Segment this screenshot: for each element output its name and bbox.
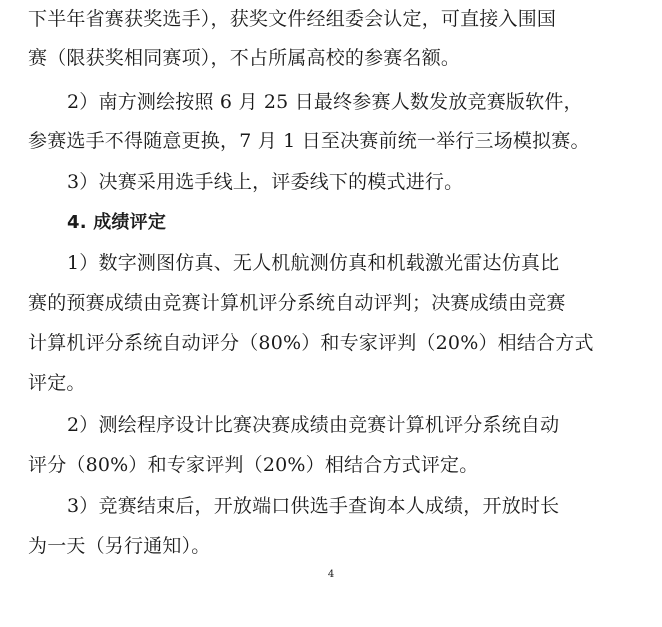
text-line-continuation: 评定。 [28, 372, 86, 394]
text-line-continuation: 下半年省赛获奖选手），获奖文件经组委会认定，可直接入围国 [28, 8, 557, 30]
text-line-continuation: 为一天（另行通知）。 [28, 535, 211, 557]
text-line-continuation: 计算机评分系统自动评分（80%）和专家评判（20%）相结合方式 [28, 332, 594, 354]
paragraph-item-2: 2）南方测绘按照 6 月 25 日最终参赛人数发放竞赛版软件， [67, 91, 583, 113]
paragraph-item-2: 2）测绘程序设计比赛决赛成绩由竞赛计算机评分系统自动 [67, 414, 560, 436]
text-line-continuation: 赛的预赛成绩由竞赛计算机评分系统自动评判；决赛成绩由竞赛 [28, 292, 566, 314]
paragraph-item-3: 3）竞赛结束后，开放端口供选手查询本人成绩，开放时长 [67, 495, 560, 517]
page-number: 4 [327, 569, 335, 580]
paragraph-item-3: 3）决赛采用选手线上，评委线下的模式进行。 [67, 171, 464, 193]
text-line-continuation: 评分（80%）和专家评判（20%）相结合方式评定。 [28, 454, 479, 476]
section-heading: 4. 成绩评定 [67, 212, 167, 233]
text-line-continuation: 赛（限获奖相同赛项），不占所属高校的参赛名额。 [28, 47, 461, 69]
text-line-continuation: 参赛选手不得随意更换，7 月 1 日至决赛前统一举行三场模拟赛。 [28, 130, 590, 152]
paragraph-item-1: 1）数字测图仿真、无人机航测仿真和机载激光雷达仿真比 [67, 252, 560, 274]
